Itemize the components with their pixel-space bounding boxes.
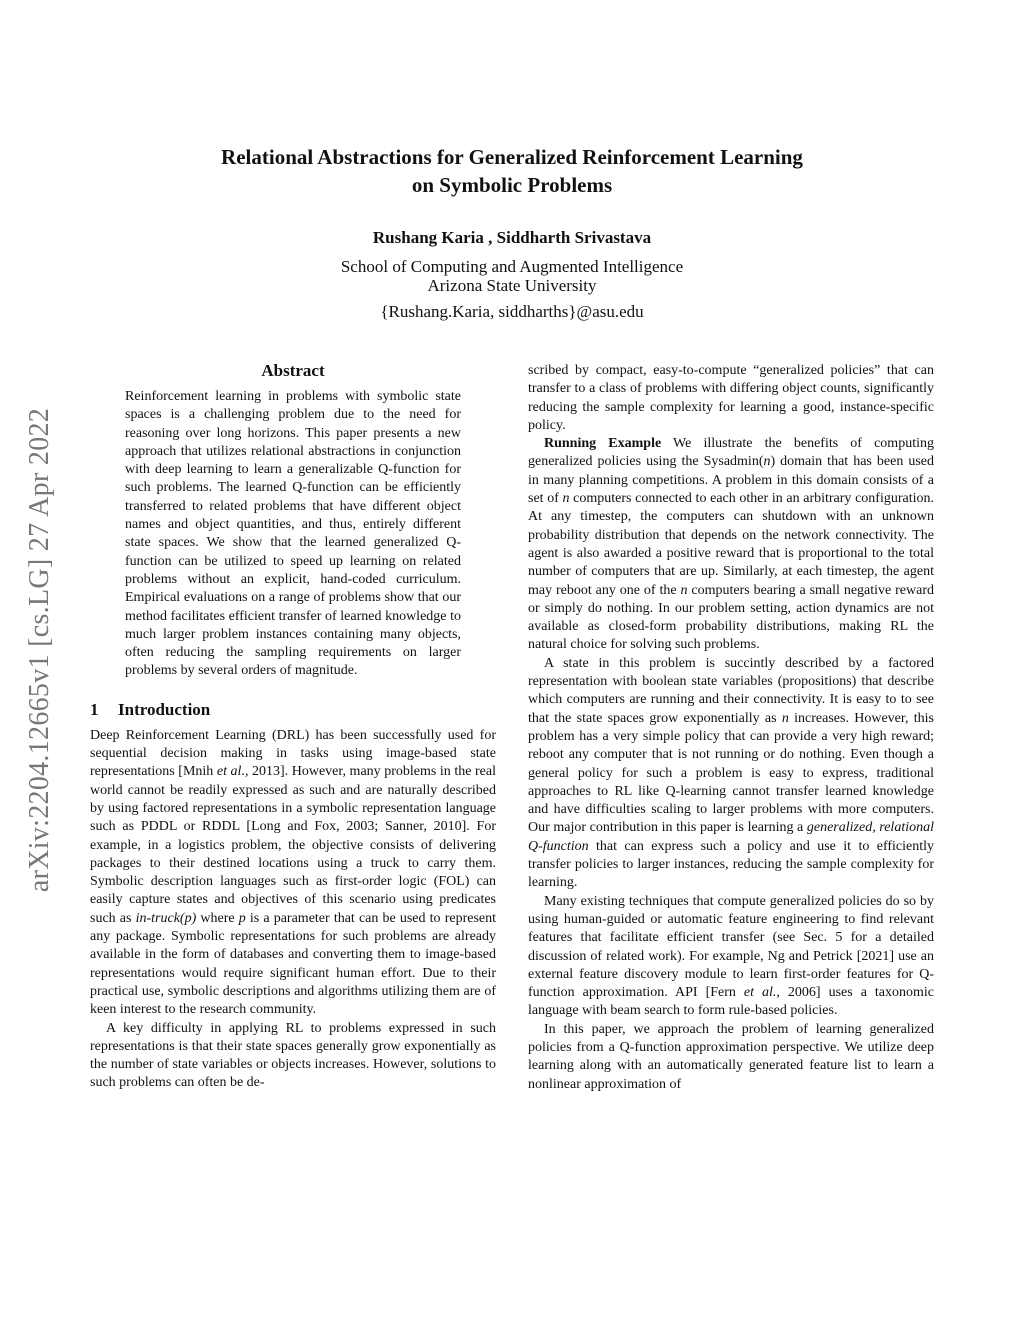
paper-title bbox=[0, 143, 1024, 199]
body-paragraph-continued: scribed by compact, easy-to-compute “generalized policies” that can transfer to a class of problems with differing object counts, significantly reducing the sample complexity for learning a good, instance-specific policy. bbox=[528, 363, 934, 433]
affiliation bbox=[0, 257, 1024, 295]
approach-paragraph: In this paper, we approach the problem of learning generalized policies from a Q-function approximation perspective. We utilize deep learning along with an automatically generated feature list to learn a nonlinear approximation of bbox=[528, 1021, 934, 1092]
title-line-1: Relational Abstractions for Generalized Reinforcement Learning bbox=[221, 145, 803, 169]
arxiv-stamp-text: arXiv:2204.12665v1 [cs.LG] 27 Apr 2022 bbox=[24, 407, 56, 893]
author-list: Rushang Karia , Siddharth Srivastava bbox=[372, 228, 652, 247]
section-heading-introduction bbox=[90, 699, 496, 721]
intro-paragraph-2: A key difficulty in applying RL to problems expressed in such representations is that their state spaces generally grow exponentially as the number of state variables or objects increases. However, solutions to such problems can often be de- bbox=[90, 1020, 496, 1091]
section-number: 1 bbox=[90, 699, 99, 719]
paper-header bbox=[0, 143, 1024, 323]
title-line-2: on Symbolic Problems bbox=[411, 173, 613, 197]
abstract-body: Reinforcement learning in problems with symbolic state spaces is a challenging problem due to the need for reasoning over long horizons. This paper presents a new approach that utilizes relational abstractions in conjunction with deep learning to learn a generalizable Q-function for such problems. The learned Q-function can be efficiently transferred to related problems that have different object names and object quantities, and thus, entirely different state spaces. We show that the learned generalized Q-function can be utilized to speed up learning on related problems without an explicit, hand-coded curriculum. Empirical evaluations on a range of problems show that our method facilitates efficient transfer of learned knowledge to much larger problem instances containing many objects, often reducing the sampling requirements on larger problems by several orders of magnitude. bbox=[125, 389, 461, 679]
running-example-paragraph: Running Example We illustrate the benefits of computing generalized policies using the Sysadmin(n) domain that has been used in many planning competitions. A problem in this domain consists of a set of n computers connected to each other in an arbitrary configuration. At any timestep, the computers can shutdown with an unknown probability distribution that depends on the network connectivity. The agent is also awarded a positive reward that is proportional to the total number of computers that are up. Similarly, at each timestep, the agent may reboot any one of the n computers bearing a small negative reward or simply do nothing. In our problem setting, action dynamics are not available as closed-form probability distributions, making RL the natural choice for solving such problems. bbox=[528, 436, 935, 653]
intro-paragraph-1: Deep Reinforcement Learning (DRL) has been successfully used for sequential decision making in tasks using image-based state representations [Mnih et al., 2013]. However, many problems in the real world cannot be readily expressed as such and are naturally described by using factored representations in a symbolic representation language such as PDDL or RDDL [Long and Fox, 2003; Sanner, 2010]. For example, in a logistics problem, the objective consists of delivering packages to their destined locations using a truck to carry them. Symbolic description languages such as first-order logic (FOL) can easily capture states and objectives of this scenario using predicates such as in-truck(p) where p is a parameter that can be used to represent any package. Symbolic representations for such problems are already available in the form of databases and converting them to image-based representations would require significant human effort. Due to their practical use, symbolic descriptions and algorithms utilizing them are of keen interest to the research community. bbox=[90, 727, 497, 1018]
affiliation-line-2: Arizona State University bbox=[427, 276, 597, 295]
left-column bbox=[90, 360, 496, 1093]
related-techniques-paragraph: Many existing techniques that compute generalized policies do so by using human-guided or automatic feature engineering to find relevant features that facilitate efficient transfer (see Sec. 5 for a detailed discussion of related work). For example, Ng and Petrick [2021] use an external feature discovery module to learn first-order features for Q-function approximation. API [Fern et al., 2006] uses a taxonomic language with beam search to form rule-based policies. bbox=[528, 893, 934, 1019]
affiliation-line-1: School of Computing and Augmented Intelligence bbox=[340, 257, 684, 276]
state-representation-paragraph: A state in this problem is succintly described by a factored representation with boolean state variables (propositions) that describe which computers are running and their connectivity. It is easy to to see that the state spaces grow exponentially as n increases. However, this problem has a very simple policy that can provide a very high reward; reboot any computer that is not running or do nothing. Even though a general policy for such a problem is easy to express, traditional approaches to RL like Q-learning cannot transfer learned knowledge and have difficulties scaling to larger problems with more computers. Our major contribution in this paper is learning a generalized, relational Q-function that can express such a policy and use it to efficiently transfer policies to larger instances, reducing the sample complexity for learning. bbox=[528, 655, 934, 891]
abstract-heading: Abstract bbox=[261, 361, 325, 380]
author-emails: {Rushang.Karia, siddharths}@asu.edu bbox=[380, 302, 644, 321]
running-example-label: Running Example bbox=[544, 436, 662, 452]
section-title: Introduction bbox=[118, 699, 211, 719]
right-column bbox=[528, 362, 934, 1094]
arxiv-identifier-stamp bbox=[20, 350, 60, 950]
